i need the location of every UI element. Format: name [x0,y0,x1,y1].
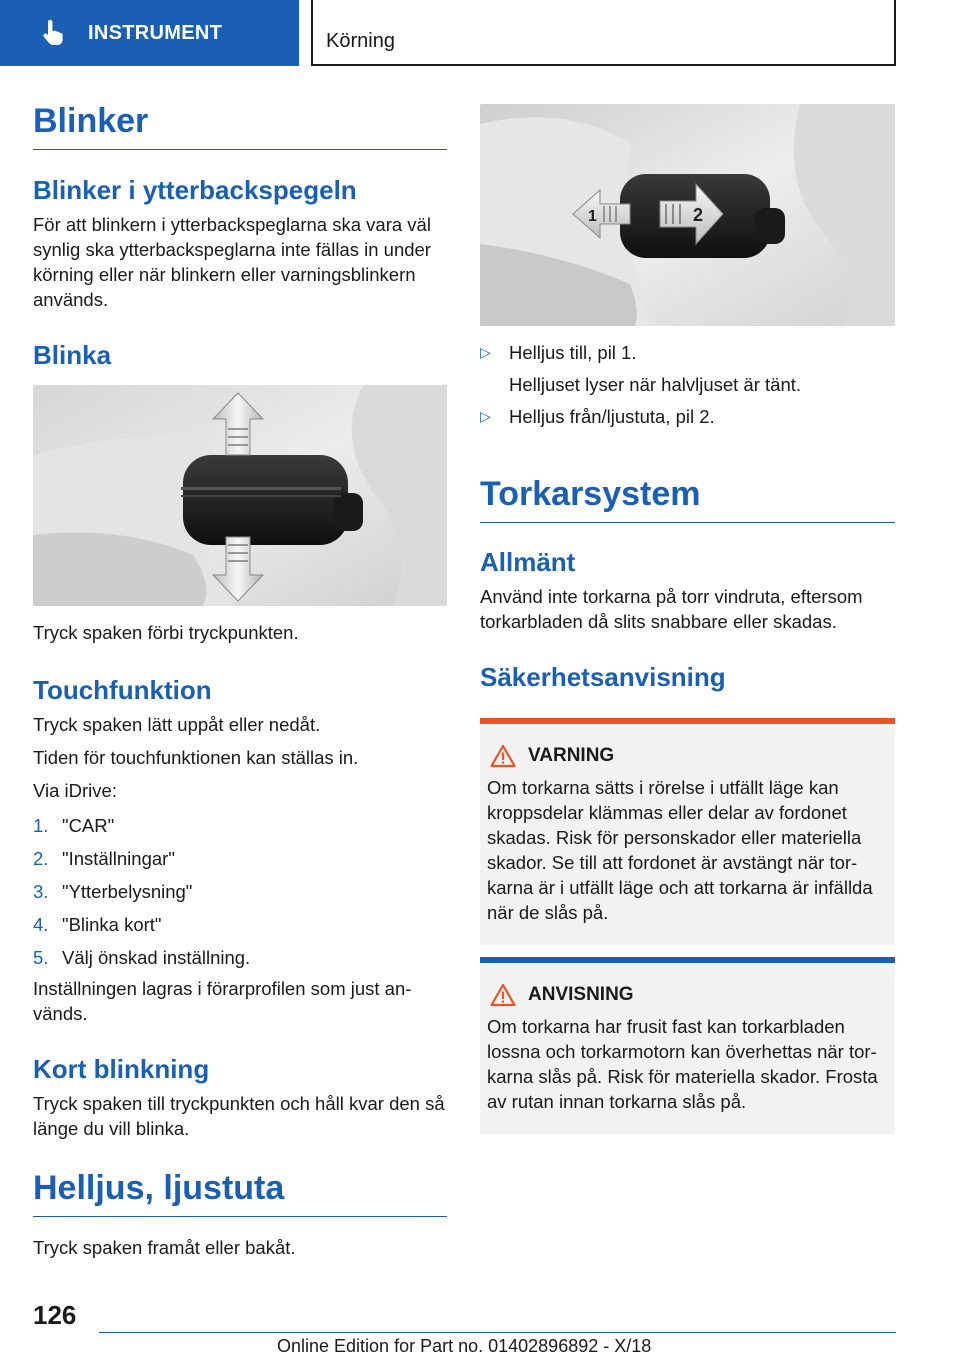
notice-box [480,957,895,1134]
paragraph-setting-saved: Inställningen lagras i förarprofilen som just används. [33,978,412,1025]
paragraph-short-blink: Tryck spaken till tryckpunkten och håll kvar den så länge du vill blinka. [33,1093,445,1140]
heading-blinker: Blinker [33,100,447,150]
heading-safety: Säkerhetsanvisning [480,661,726,692]
right-column [480,104,895,1134]
turn-signal-lever-figure [33,385,447,606]
header-section [311,0,896,66]
warning-triangle-icon [490,744,516,768]
heading-blinka: Blinka [33,339,112,370]
warning-text: Om torkarna sätts i rörelse i utfällt läge kan kroppsdelar klämmas eller delar av fordonet skadas. Risk för personskador eller materiella skador. Se till att fordonet är avstängt när torkarna är i utfällt läge och att torkarna är infällda när de slås på. [487,776,873,923]
list-item: 4. "Blinka kort" [33,914,162,936]
list-item: 1. "CAR" [33,815,115,837]
arrow-label-2: 2 [693,205,704,225]
section-title: Körning [326,30,395,52]
paragraph-mirror: För att blinkern i ytterbackspeglarna ska vara väl synlig ska ytterbackspeglarna inte fällas in under körning eller när blinkern eller varningsblinkern används. [33,213,431,310]
list-item: ▷ Helljus till, pil 1. Helljuset lyser när halvljuset är tänt. [480,342,802,395]
footer-edition: Online Edition for Part no. 01402896892 - X/18 [277,1336,652,1356]
paragraph-touch-2: Tiden för touchfunktionen kan ställas in. [33,747,359,769]
header-tab-instrument[interactable] [0,0,299,66]
page-number: 126 [33,1300,77,1330]
idrive-steps [33,813,447,970]
paragraph-touch-3: Via iDrive: [33,780,117,802]
triangle-right-icon: ▷ [480,408,491,424]
list-item: 2. "Inställningar" [33,848,175,870]
warning-title: VARNING [487,744,887,768]
heading-short-blink: Kort blinkning [33,1054,210,1085]
heading-mirror-blinker: Blinker i ytterbackspegeln [33,174,357,205]
left-column [33,100,447,1260]
high-beam-bullets [480,340,895,429]
paragraph-general: Använd inte torkarna på torr vindruta, eftersom torkarbladen då slits snabbare eller skadas. [480,585,863,632]
arrow-label-1: 1 [588,208,597,225]
paragraph-press-lever: Tryck spaken förbi tryckpunkten. [33,621,299,643]
footer-divider [99,1332,896,1333]
heading-wiper-system: Torkarsystem [480,473,895,523]
heading-touch: Touchfunktion [33,674,212,705]
list-item: ▷ Helljus från/ljustuta, pil 2. [480,406,715,427]
heading-high-beam: Helljus, ljustuta [33,1167,447,1217]
high-beam-lever-figure [480,104,895,326]
list-item: 3. "Ytterbelysning" [33,881,193,903]
notice-title: ANVISNING [487,983,887,1007]
warning-box [480,718,895,945]
heading-general: Allmänt [480,546,576,577]
paragraph-high-beam: Tryck spaken framåt eller bakåt. [33,1236,296,1258]
notice-text: Om torkarna har frusit fast kan torkarbladen lossna och torkarmotorn kan överhettas när torkarna slås på. Risk för materiella skador. Frosta av rutan innan torkarna slås på. [487,1015,878,1112]
list-item: 5. Välj önskad inställning. [33,947,251,969]
triangle-right-icon: ▷ [480,344,491,360]
hand-pointer-icon [38,18,68,48]
warning-triangle-icon [490,983,516,1007]
header-tab-label: INSTRUMENT [88,21,223,44]
paragraph-touch-1: Tryck spaken lätt uppåt eller nedåt. [33,714,321,736]
